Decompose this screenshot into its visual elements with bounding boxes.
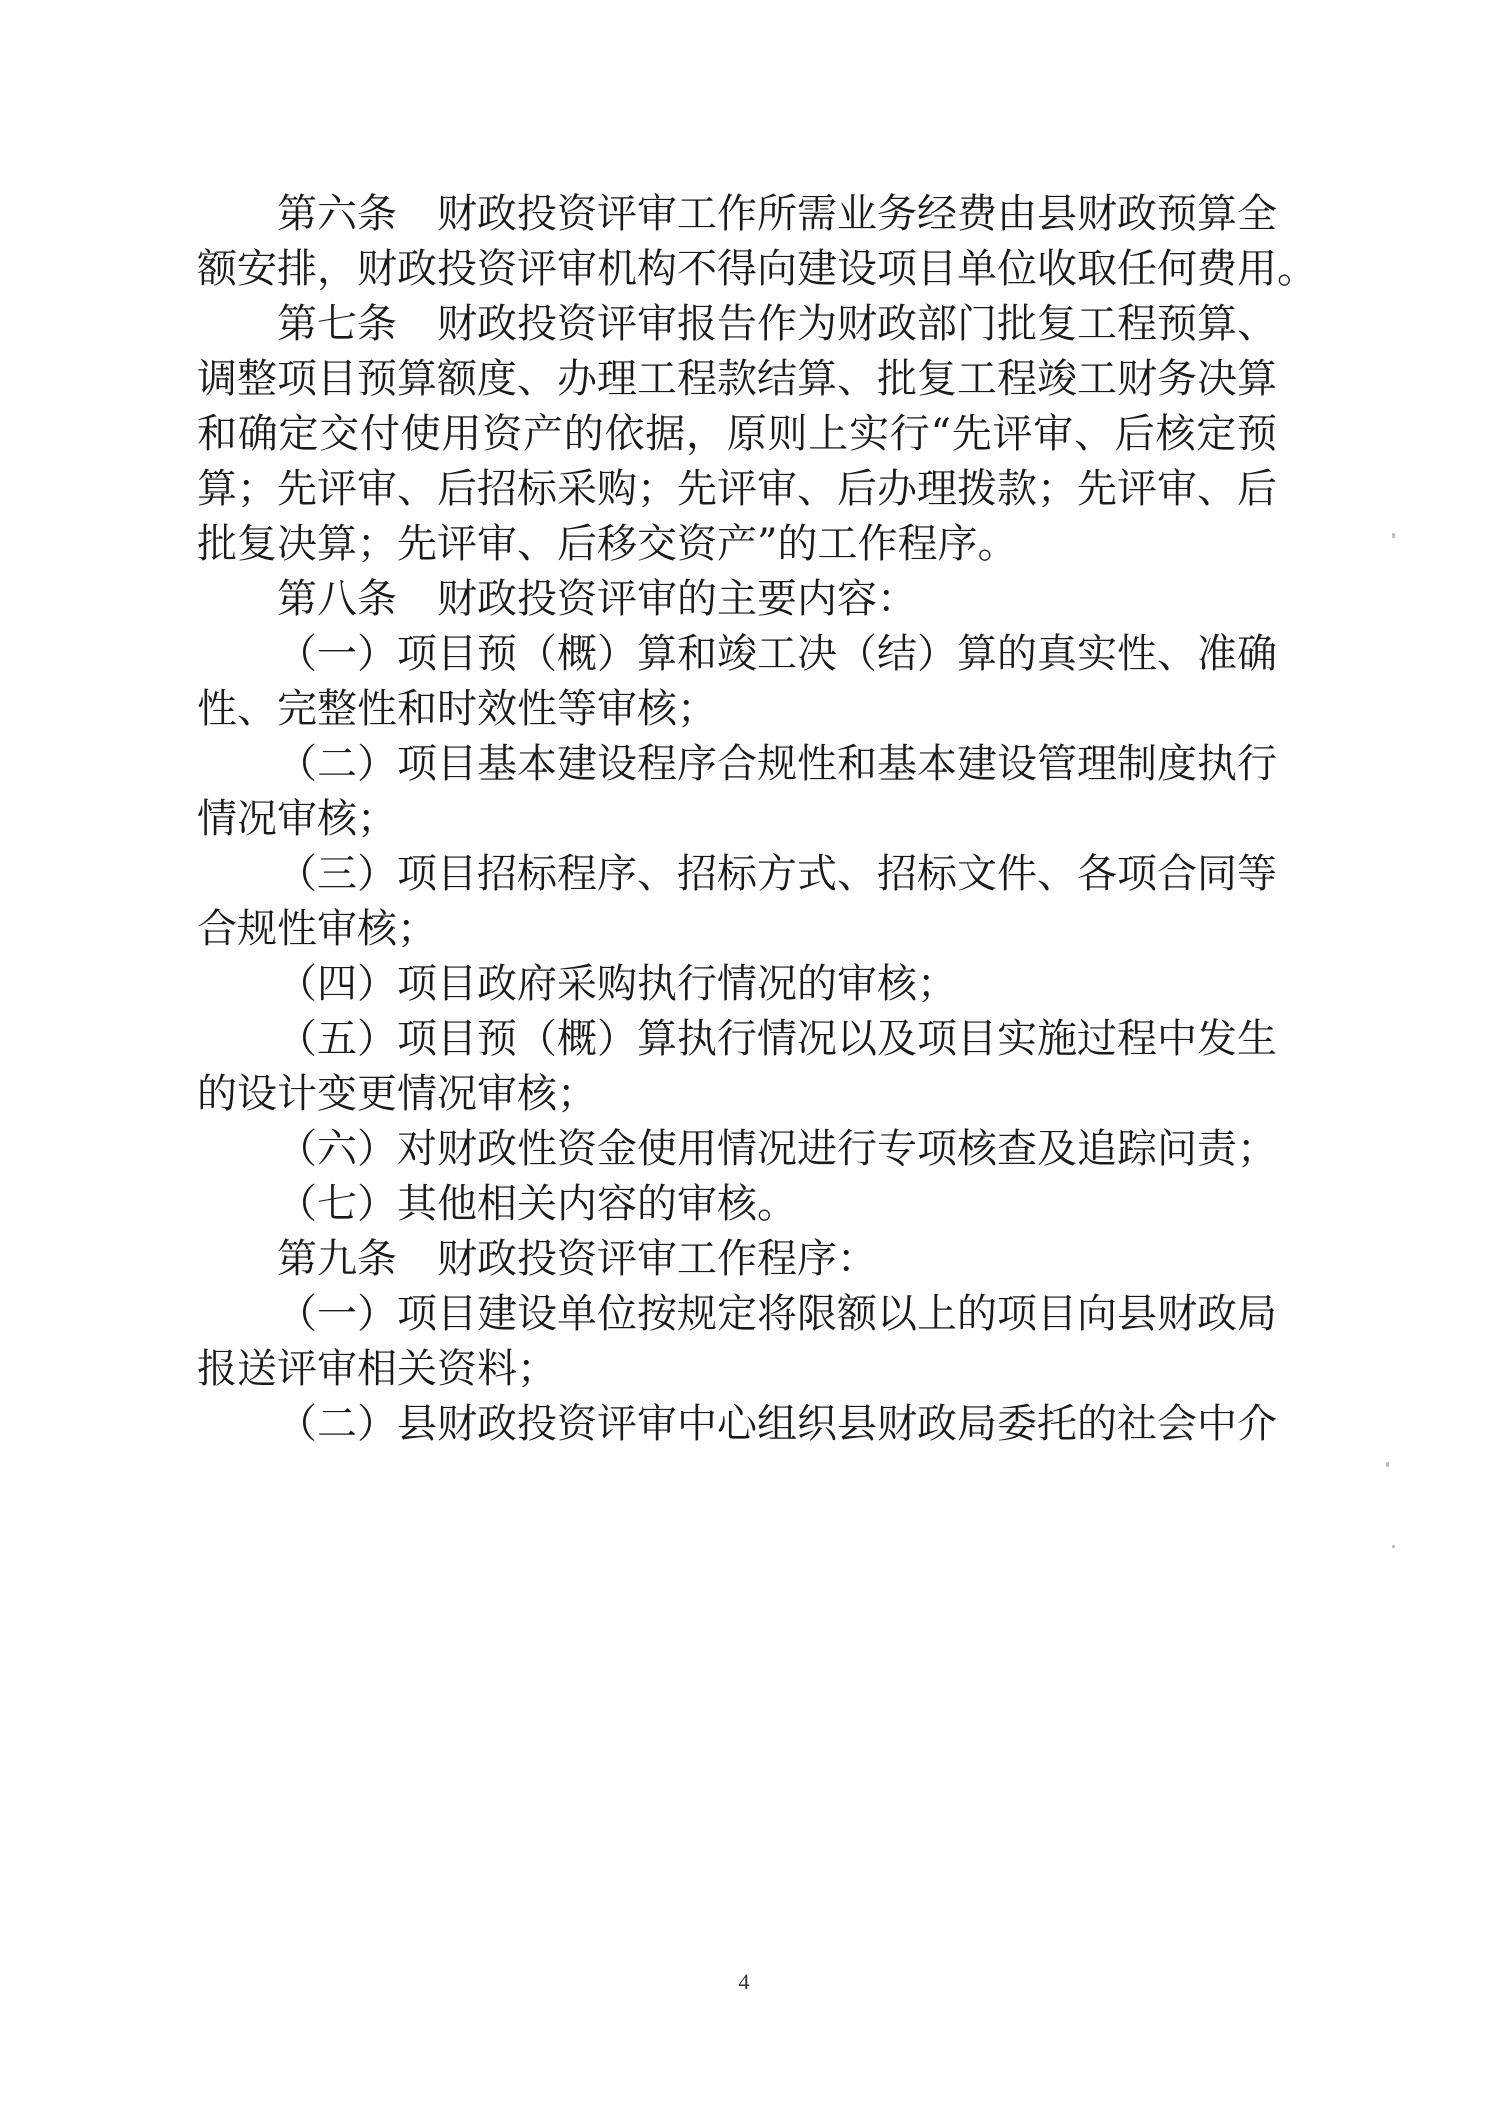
- text-line: 调整项目预算额度、办理工程款结算、批复工程竣工财务决算: [197, 356, 1277, 402]
- scan-speck: [1386, 1462, 1389, 1467]
- text-line: 额安排，财政投资评审机构不得向建设项目单位收取任何费用。: [197, 246, 1317, 292]
- text-line: （二）县财政投资评审中心组织县财政局委托的社会中介: [277, 1401, 1277, 1447]
- scan-speck: [1392, 1545, 1395, 1548]
- text-line: 合规性审核；: [197, 906, 437, 952]
- text-line: 的设计变更情况审核；: [197, 1071, 597, 1117]
- page-number: 4: [738, 1969, 750, 1994]
- text-line: 性、完整性和时效性等审核；: [197, 686, 717, 732]
- text-line: 第八条 财政投资评审的主要内容：: [277, 576, 917, 622]
- text-line: 批复决算；先评审、后移交资产”的工作程序。: [197, 521, 1018, 567]
- text-line: （七）其他相关内容的审核。: [277, 1181, 797, 1227]
- text-line: （二）项目基本建设程序合规性和基本建设管理制度执行: [277, 741, 1277, 787]
- text-line: 情况审核；: [197, 796, 397, 842]
- text-line: （一）项目预（概）算和竣工决（结）算的真实性、准确: [277, 631, 1277, 677]
- text-line: 第六条 财政投资评审工作所需业务经费由县财政预算全: [277, 191, 1277, 237]
- text-line: （六）对财政性资金使用情况进行专项核查及追踪问责；: [277, 1126, 1277, 1172]
- text-line: 第七条 财政投资评审报告作为财政部门批复工程预算、: [277, 301, 1277, 347]
- text-line: 第九条 财政投资评审工作程序：: [277, 1236, 877, 1282]
- text-line: 算；先评审、后招标采购；先评审、后办理拨款；先评审、后: [197, 466, 1277, 512]
- text-line: 和确定交付使用资产的依据，原则上实行“先评审、后核定预: [197, 411, 1277, 457]
- text-line: 报送评审相关资料；: [197, 1346, 557, 1392]
- text-line: （五）项目预（概）算执行情况以及项目实施过程中发生: [277, 1016, 1277, 1062]
- scan-speck: [1392, 533, 1395, 538]
- text-line: （四）项目政府采购执行情况的审核；: [277, 961, 957, 1007]
- text-line: （一）项目建设单位按规定将限额以上的项目向县财政局: [277, 1291, 1277, 1337]
- text-line: （三）项目招标程序、招标方式、招标文件、各项合同等: [277, 851, 1277, 897]
